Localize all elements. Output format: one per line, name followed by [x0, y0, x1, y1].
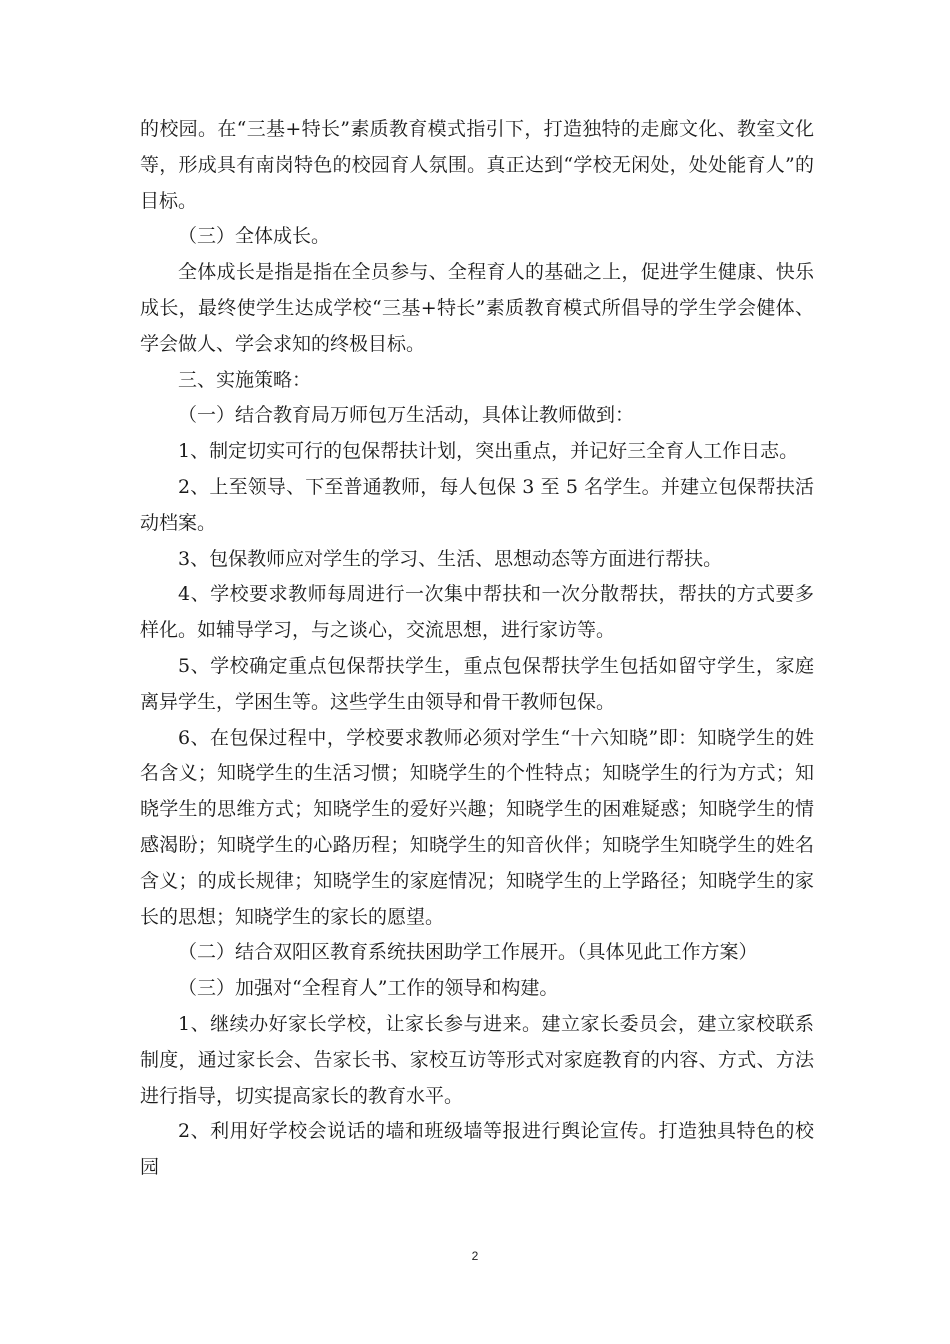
list-item: 4、学校要求教师每周进行一次集中帮扶和一次分散帮扶，帮扶的方式要多样化。如辅导学习，与之谈心，交流思想，进行家访等。	[140, 583, 814, 642]
paragraph-heading: （二）结合双阳区教育系统扶困助学工作展开。（具体见此工作方案）	[178, 941, 758, 964]
paragraph-heading: （一）结合教育局万师包万生活动，具体让教师做到：	[178, 404, 635, 427]
list-item: 2、利用好学校会说话的墙和班级墙等报进行舆论宣传。打造独具特色的校园	[140, 1120, 814, 1179]
list-item: 1、制定切实可行的包保帮扶计划，突出重点，并记好三全育人工作日志。	[178, 440, 799, 463]
paragraph: 的校园。在“三基+特长”素质教育模式指引下，打造独特的走廊文化、教室文化等，形成具有南岗特色的校园育人氛围。真正达到“学校无闲处，处处能育人”的目标。	[140, 118, 814, 212]
list-item: 3、包保教师应对学生的学习、生活、思想动态等方面进行帮扶。	[178, 547, 723, 570]
list-item: 2、上至领导、下至普通教师，每人包保 3 至 5 名学生。并建立包保帮扶活动档案。	[140, 475, 814, 534]
list-item: 5、学校确定重点包保帮扶学生，重点包保帮扶学生包括如留守学生，家庭离异学生，学困生等。这些学生由领导和骨干教师包保。	[140, 654, 814, 713]
page-number: 2	[471, 1249, 479, 1263]
list-item: 6、在包保过程中，学校要求教师必须对学生“十六知晓”即：知晓学生的姓名含义；知晓学生的生活习惯；知晓学生的个性特点；知晓学生的行为方式；知晓学生的思维方式；知晓学生的爱好兴趣；知晓学生的困难疑惑；知晓学生的情感渴盼；知晓学生的心路历程；知晓学生的知音伙伴；知晓学生知晓学生的姓名含义；的成长规律；知晓学生的家庭情况；知晓学生的上学路径；知晓学生的家长的思想；知晓学生的家长的愿望。	[140, 726, 814, 928]
section-heading: 三、实施策略：	[178, 368, 312, 391]
paragraph: 全体成长是指是指在全员参与、全程育人的基础之上，促进学生健康、快乐成长，最终使学生达成学校“三基+特长”素质教育模式所倡导的学生学会健体、学会做人、学会求知的终极目标。	[140, 261, 814, 355]
paragraph-heading: （三）全体成长。	[178, 225, 331, 248]
paragraph-heading: （三）加强对“全程育人”工作的领导和构建。	[178, 977, 559, 1000]
document-body	[140, 112, 814, 1186]
list-item: 1、继续办好家长学校，让家长参与进来。建立家长委员会，建立家校联系制度，通过家长会、告家长书、家校互访等形式对家庭教育的内容、方式、方法进行指导，切实提高家长的教育水平。	[140, 1012, 814, 1107]
